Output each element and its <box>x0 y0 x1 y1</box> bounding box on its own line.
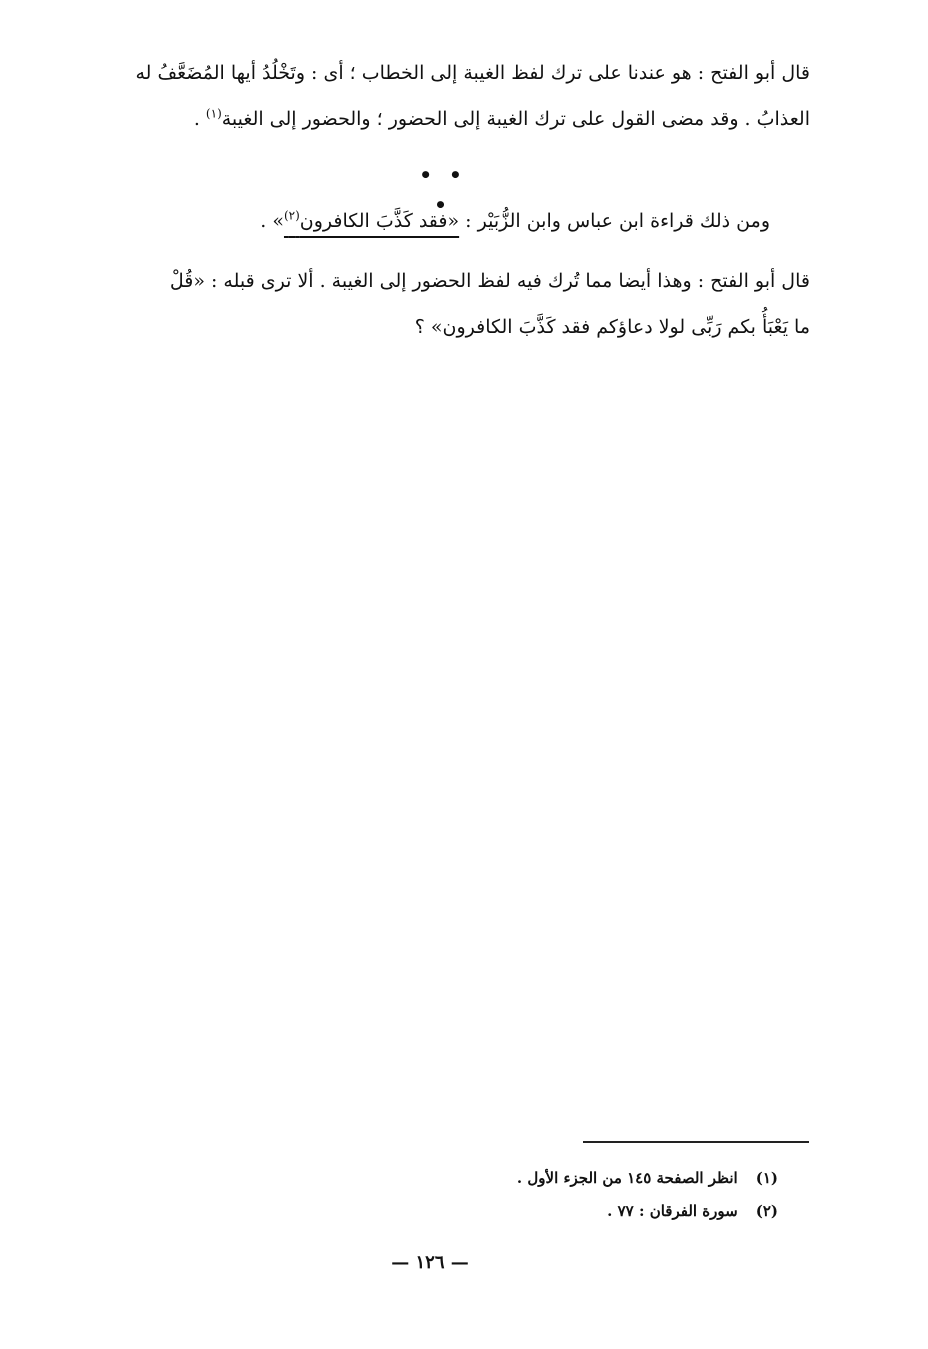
footnote-1-number: (١) <box>755 1169 778 1187</box>
page-number: — ١٢٦ — <box>391 1252 469 1273</box>
quoted-reading <box>284 210 459 232</box>
paragraph-1-line-2-end: . <box>193 108 206 130</box>
footnote-divider <box>583 1141 809 1143</box>
footnote-2 <box>607 1198 778 1224</box>
paragraph-2-line-1 <box>260 206 770 236</box>
section-separator: • • • <box>419 163 467 217</box>
quoted-reading-text: «فقد كَذَّبَ الكافرون <box>299 210 460 232</box>
paragraph-2-end: » . <box>260 210 284 232</box>
paragraph-1-line-2 <box>194 104 810 134</box>
paragraph-1-line-1: قال أبو الفتح : هو عندنا على ترك لفظ الغيبة إلى الخطاب ؛ أى : وتَخْلُدُ أيها المُضَعَّفُ له <box>135 62 810 84</box>
footnote-ref-1: (١) <box>205 106 222 121</box>
paragraph-2-intro: ومن ذلك قراءة ابن عباس وابن الزُّبَيْر : <box>459 210 770 232</box>
footnote-ref-2: (٢) <box>283 208 300 223</box>
paragraph-3-line-1: قال أبو الفتح : وهذا أيضا مما تُرك فيه لفظ الحضور إلى الغيبة . ألا ترى قبله : «قُلْ <box>169 270 810 292</box>
footnote-1-text: انظر الصفحة ١٤٥ من الجزء الأول . <box>516 1169 738 1187</box>
footnote-1 <box>517 1165 778 1191</box>
footnote-2-text: سورة الفرقان : ٧٧ . <box>607 1202 738 1220</box>
paragraph-1-line-2-text: العذابُ . وقد مضى القول على ترك الغيبة إلى الحضور ؛ والحضور إلى الغيبة <box>221 108 810 130</box>
paragraph-3-line-2: ما يَعْبَأُ بكم رَبِّى لولا دعاؤكم فقد كَذَّبَ الكافرون» ؟ <box>414 316 810 338</box>
footnote-2-number: (٢) <box>755 1202 778 1220</box>
